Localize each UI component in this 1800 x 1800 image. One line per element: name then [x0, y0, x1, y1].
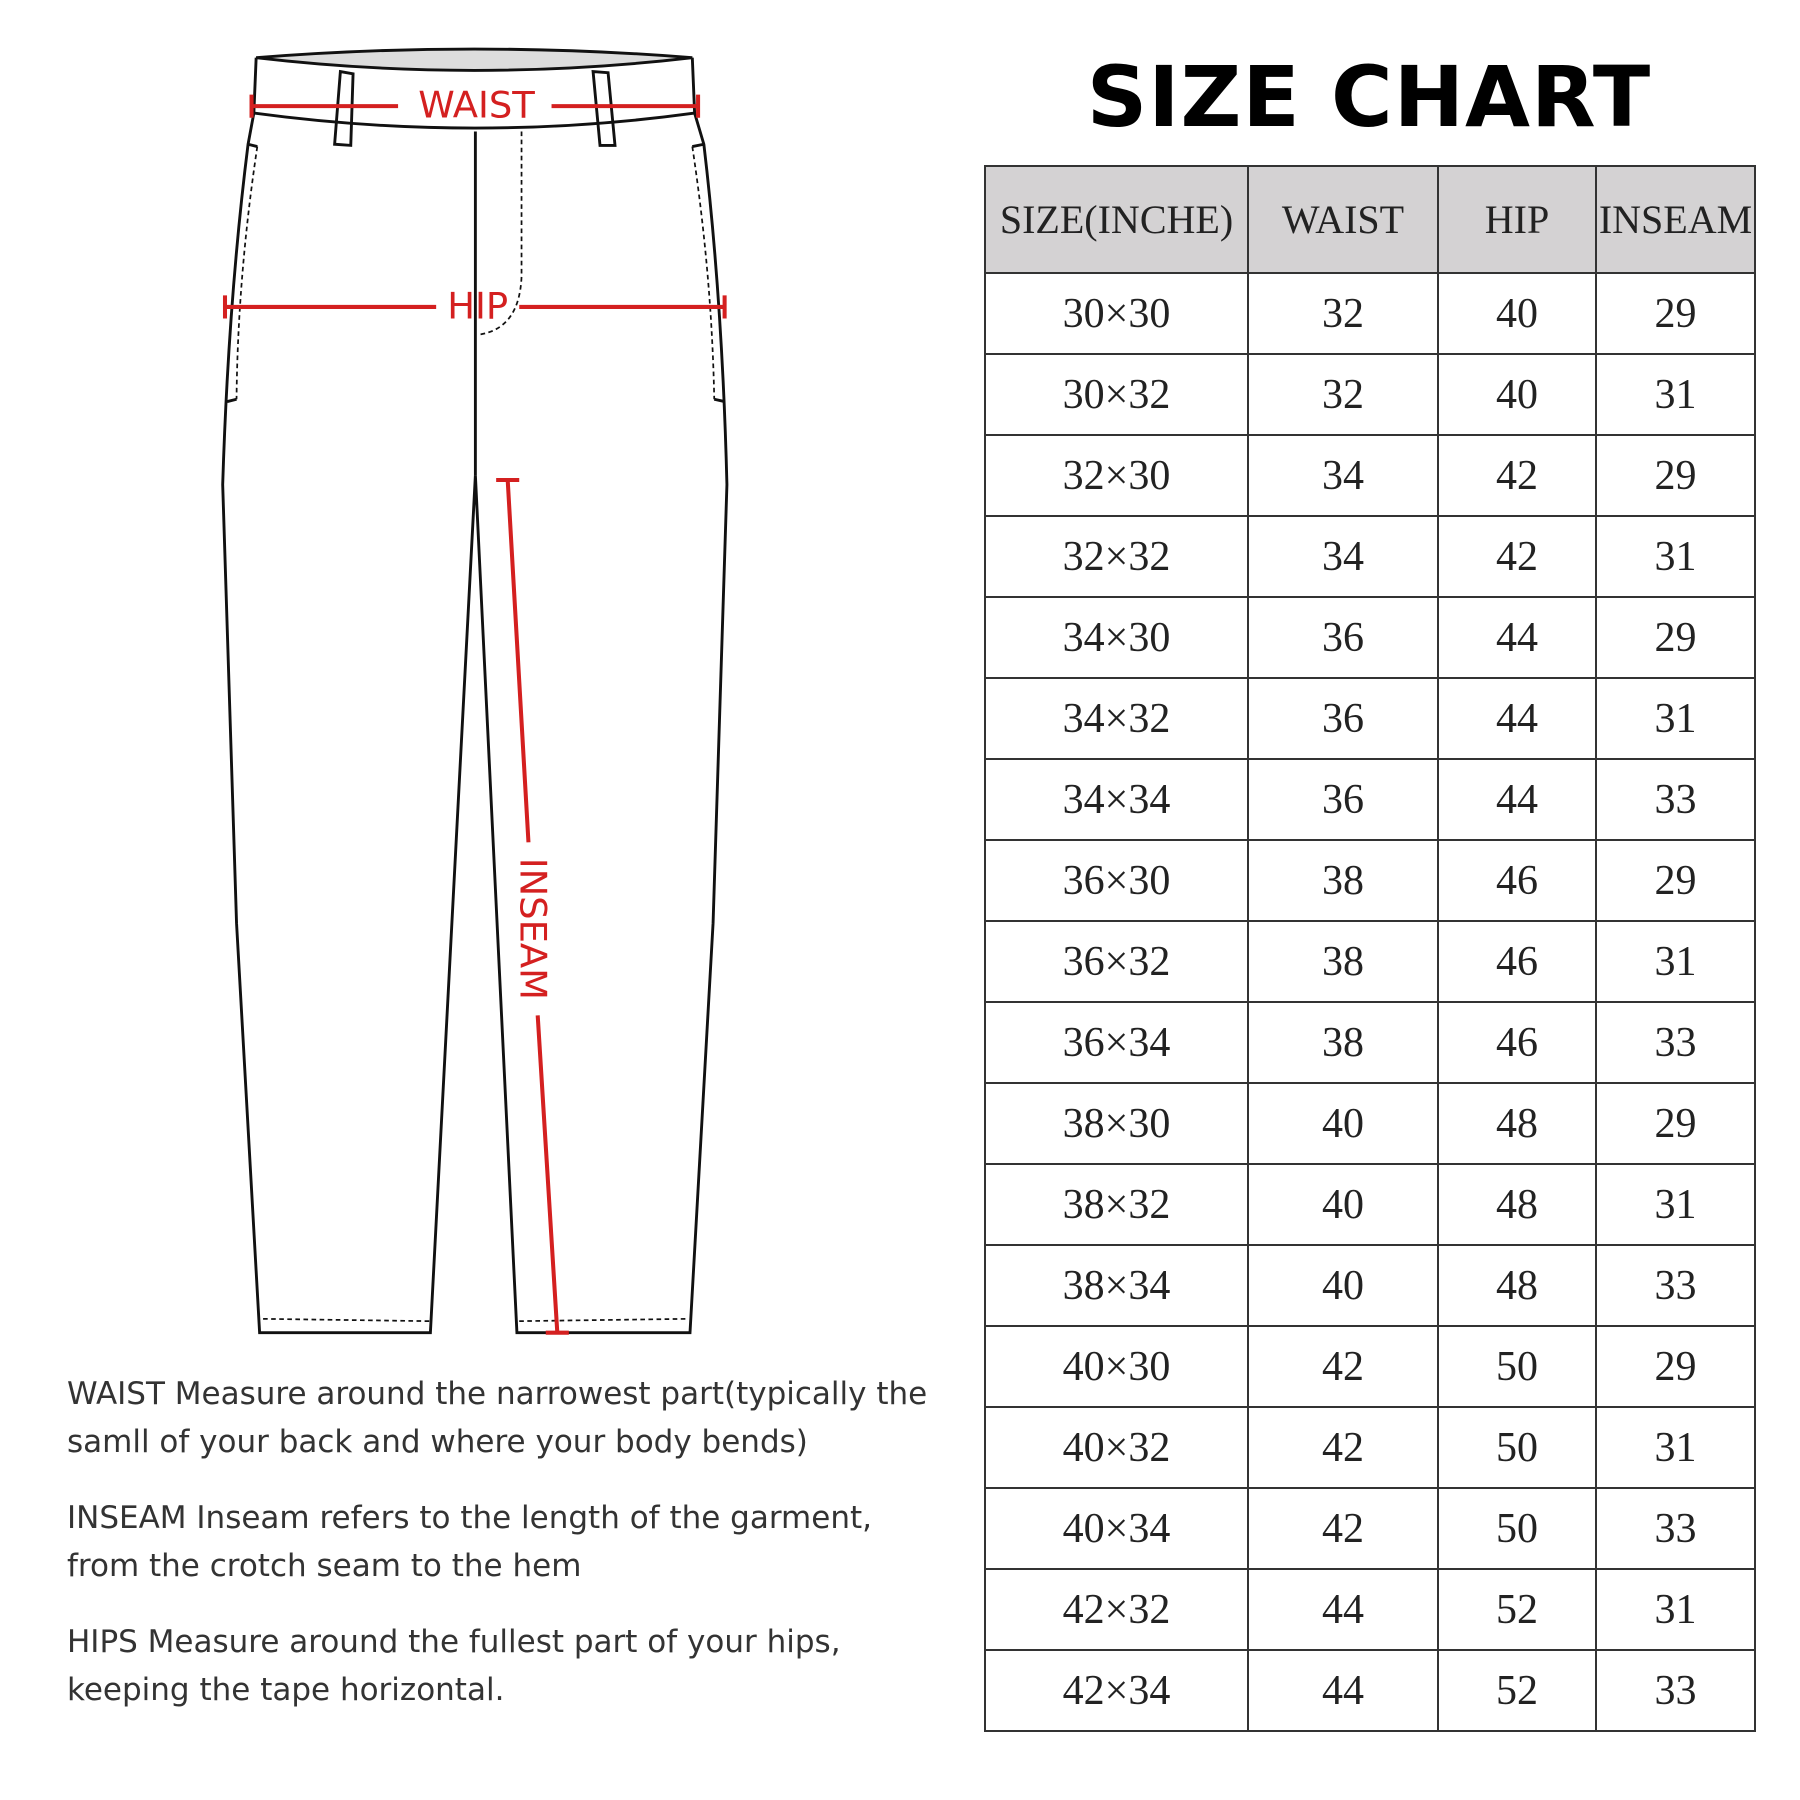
cell-hip: 48 — [1438, 1083, 1596, 1164]
cell-hip: 50 — [1438, 1407, 1596, 1488]
cell-size: 36×34 — [985, 1002, 1248, 1083]
cell-size: 30×32 — [985, 354, 1248, 435]
table-row — [985, 1083, 1755, 1164]
cell-inseam: 33 — [1596, 1245, 1755, 1326]
cell-inseam: 31 — [1596, 1569, 1755, 1650]
cell-inseam: 29 — [1596, 1326, 1755, 1407]
cell-hip: 40 — [1438, 273, 1596, 354]
cell-inseam: 31 — [1596, 1164, 1755, 1245]
cell-inseam: 29 — [1596, 273, 1755, 354]
table-row — [985, 1002, 1755, 1083]
table-row — [985, 1164, 1755, 1245]
table-header-row — [985, 166, 1755, 273]
cell-waist: 40 — [1248, 1245, 1438, 1326]
cell-hip: 44 — [1438, 759, 1596, 840]
page-title: SIZE CHART — [1086, 48, 1652, 146]
table-row — [985, 759, 1755, 840]
cell-hip: 52 — [1438, 1650, 1596, 1731]
table-row — [985, 597, 1755, 678]
table-row — [985, 1245, 1755, 1326]
table-row — [985, 1326, 1755, 1407]
table-row — [985, 921, 1755, 1002]
cell-inseam: 33 — [1596, 759, 1755, 840]
cell-size: 38×32 — [985, 1164, 1248, 1245]
cell-size: 38×30 — [985, 1083, 1248, 1164]
inseam-label: INSEAM — [511, 857, 555, 1001]
cell-size: 34×34 — [985, 759, 1248, 840]
cell-hip: 42 — [1438, 516, 1596, 597]
cell-size: 40×34 — [985, 1488, 1248, 1569]
cell-size: 42×34 — [985, 1650, 1248, 1731]
cell-hip: 46 — [1438, 1002, 1596, 1083]
cell-hip: 44 — [1438, 597, 1596, 678]
cell-hip: 50 — [1438, 1488, 1596, 1569]
cell-hip: 48 — [1438, 1245, 1596, 1326]
cell-waist: 32 — [1248, 273, 1438, 354]
cell-waist: 44 — [1248, 1569, 1438, 1650]
table-row — [985, 678, 1755, 759]
cell-inseam: 29 — [1596, 597, 1755, 678]
cell-inseam: 31 — [1596, 1407, 1755, 1488]
table-row — [985, 435, 1755, 516]
cell-inseam: 33 — [1596, 1488, 1755, 1569]
cell-waist: 40 — [1248, 1083, 1438, 1164]
cell-size: 34×32 — [985, 678, 1248, 759]
cell-waist: 40 — [1248, 1164, 1438, 1245]
note-inseam: INSEAM Inseam refers to the length of the garment, from the crotch seam to the hem — [67, 1500, 872, 1584]
cell-waist: 44 — [1248, 1650, 1438, 1731]
cell-size: 30×30 — [985, 273, 1248, 354]
cell-waist: 32 — [1248, 354, 1438, 435]
belt-loop-left — [335, 72, 353, 146]
cell-size: 32×30 — [985, 435, 1248, 516]
cell-waist: 36 — [1248, 678, 1438, 759]
cell-waist: 42 — [1248, 1326, 1438, 1407]
cell-inseam: 29 — [1596, 1083, 1755, 1164]
waist-label: WAIST — [418, 83, 535, 127]
table-row — [985, 1569, 1755, 1650]
belt-loop-right — [593, 72, 615, 146]
note-waist: WAIST Measure around the narrowest part(typically the samll of your back and where your body bends) — [67, 1376, 928, 1460]
cell-waist: 42 — [1248, 1488, 1438, 1569]
cell-hip: 48 — [1438, 1164, 1596, 1245]
header-waist: WAIST — [1248, 166, 1438, 273]
table-row — [985, 1407, 1755, 1488]
header-size: SIZE(INCHE) — [985, 166, 1248, 273]
cell-inseam: 29 — [1596, 840, 1755, 921]
cell-waist: 34 — [1248, 516, 1438, 597]
cell-hip: 46 — [1438, 921, 1596, 1002]
table-row — [985, 1650, 1755, 1731]
table-row — [985, 840, 1755, 921]
size-table — [984, 165, 1756, 1732]
cell-hip: 50 — [1438, 1326, 1596, 1407]
note-hips: HIPS Measure around the fullest part of your hips, keeping the tape horizontal. — [67, 1624, 841, 1708]
cell-hip: 44 — [1438, 678, 1596, 759]
cell-size: 40×32 — [985, 1407, 1248, 1488]
cell-waist: 42 — [1248, 1407, 1438, 1488]
cell-waist: 34 — [1248, 435, 1438, 516]
cell-hip: 52 — [1438, 1569, 1596, 1650]
cell-inseam: 33 — [1596, 1650, 1755, 1731]
hip-label: HIP — [447, 284, 509, 328]
table-row — [985, 354, 1755, 435]
cell-inseam: 33 — [1596, 1002, 1755, 1083]
cell-waist: 36 — [1248, 759, 1438, 840]
cell-inseam: 29 — [1596, 435, 1755, 516]
measurement-notes — [67, 1370, 947, 1742]
header-hip: HIP — [1438, 166, 1596, 273]
cell-size: 38×34 — [985, 1245, 1248, 1326]
cell-waist: 38 — [1248, 840, 1438, 921]
cell-waist: 36 — [1248, 597, 1438, 678]
cell-size: 34×30 — [985, 597, 1248, 678]
cell-size: 36×30 — [985, 840, 1248, 921]
cell-inseam: 31 — [1596, 354, 1755, 435]
cell-hip: 46 — [1438, 840, 1596, 921]
cell-size: 36×32 — [985, 921, 1248, 1002]
table-row — [985, 516, 1755, 597]
table-row — [985, 273, 1755, 354]
cell-size: 40×30 — [985, 1326, 1248, 1407]
table-row — [985, 1488, 1755, 1569]
cell-size: 32×32 — [985, 516, 1248, 597]
cell-hip: 40 — [1438, 354, 1596, 435]
cell-waist: 38 — [1248, 921, 1438, 1002]
cell-inseam: 31 — [1596, 516, 1755, 597]
cell-waist: 38 — [1248, 1002, 1438, 1083]
waistband-top — [256, 49, 692, 70]
cell-size: 42×32 — [985, 1569, 1248, 1650]
header-inseam: INSEAM — [1596, 166, 1755, 273]
cell-inseam: 31 — [1596, 921, 1755, 1002]
cell-hip: 42 — [1438, 435, 1596, 516]
cell-inseam: 31 — [1596, 678, 1755, 759]
